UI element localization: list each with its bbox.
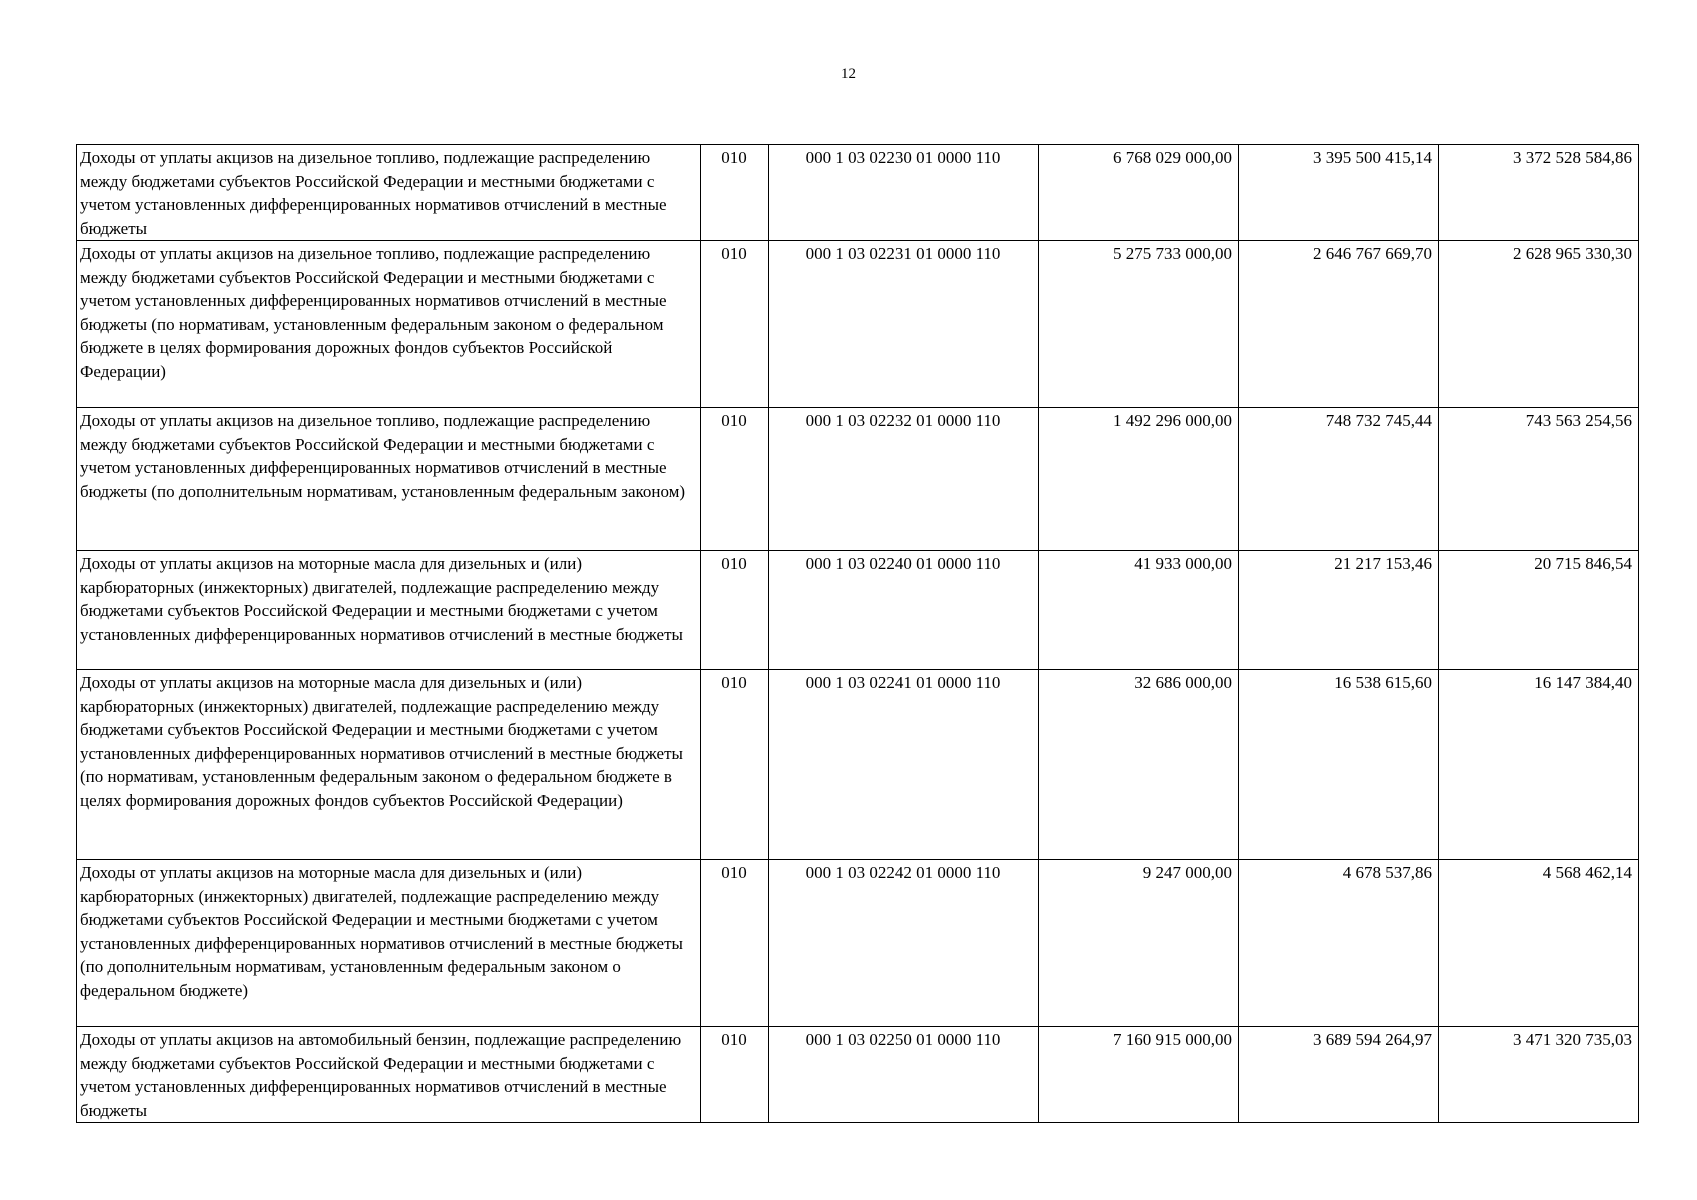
line-code: 010 (701, 670, 769, 860)
executed-amount: 748 732 745,44 (1239, 408, 1439, 551)
line-code: 010 (701, 860, 769, 1027)
budget-classification-code: 000 1 03 02242 01 0000 110 (769, 860, 1039, 1027)
executed-amount: 3 395 500 415,14 (1239, 145, 1439, 241)
unexecuted-amount: 2 628 965 330,30 (1439, 241, 1639, 408)
unexecuted-amount: 4 568 462,14 (1439, 860, 1639, 1027)
table-row (77, 551, 1639, 670)
approved-amount: 5 275 733 000,00 (1039, 241, 1239, 408)
approved-amount: 7 160 915 000,00 (1039, 1027, 1239, 1123)
executed-amount: 3 689 594 264,97 (1239, 1027, 1439, 1123)
table-row (77, 670, 1639, 860)
executed-amount: 4 678 537,86 (1239, 860, 1439, 1027)
income-name: Доходы от уплаты акцизов на моторные масла для дизельных и (или) карбюраторных (инжекторных) двигателей, подлежащие распределению между бюджетами субъектов Российской Федерации и местными бюджетами с учетом установленных дифференцированных нормативов отчислений в местные бюджеты (по дополнительным нормативам, установленным федеральным законом о федеральном бюджете) (77, 860, 701, 1027)
table-row (77, 1027, 1639, 1123)
revenue-table (76, 144, 1639, 1123)
table-row (77, 241, 1639, 408)
executed-amount: 2 646 767 669,70 (1239, 241, 1439, 408)
budget-classification-code: 000 1 03 02241 01 0000 110 (769, 670, 1039, 860)
line-code: 010 (701, 241, 769, 408)
unexecuted-amount: 3 372 528 584,86 (1439, 145, 1639, 241)
income-name: Доходы от уплаты акцизов на дизельное топливо, подлежащие распределению между бюджетами субъектов Российской Федерации и местными бюджетами с учетом установленных дифференцированных нормативов отчислений в местные бюджеты (по нормативам, установленным федеральным законом о федеральном бюджете в целях формирования дорожных фондов субъектов Российской Федерации) (77, 241, 701, 408)
income-name: Доходы от уплаты акцизов на моторные масла для дизельных и (или) карбюраторных (инжекторных) двигателей, подлежащие распределению между бюджетами субъектов Российской Федерации и местными бюджетами с учетом установленных дифференцированных нормативов отчислений в местные бюджеты (77, 551, 701, 670)
approved-amount: 32 686 000,00 (1039, 670, 1239, 860)
table-row (77, 408, 1639, 551)
table-row (77, 145, 1639, 241)
page-number: 12 (841, 66, 856, 82)
budget-classification-code: 000 1 03 02232 01 0000 110 (769, 408, 1039, 551)
unexecuted-amount: 16 147 384,40 (1439, 670, 1639, 860)
approved-amount: 1 492 296 000,00 (1039, 408, 1239, 551)
line-code: 010 (701, 551, 769, 670)
budget-classification-code: 000 1 03 02240 01 0000 110 (769, 551, 1039, 670)
income-name: Доходы от уплаты акцизов на дизельное топливо, подлежащие распределению между бюджетами субъектов Российской Федерации и местными бюджетами с учетом установленных дифференцированных нормативов отчислений в местные бюджеты (77, 145, 701, 241)
executed-amount: 21 217 153,46 (1239, 551, 1439, 670)
line-code: 010 (701, 408, 769, 551)
approved-amount: 41 933 000,00 (1039, 551, 1239, 670)
approved-amount: 6 768 029 000,00 (1039, 145, 1239, 241)
income-name: Доходы от уплаты акцизов на автомобильный бензин, подлежащие распределению между бюджетами субъектов Российской Федерации и местными бюджетами с учетом установленных дифференцированных нормативов отчислений в местные бюджеты (77, 1027, 701, 1123)
income-name: Доходы от уплаты акцизов на моторные масла для дизельных и (или) карбюраторных (инжекторных) двигателей, подлежащие распределению между бюджетами субъектов Российской Федерации и местными бюджетами с учетом установленных дифференцированных нормативов отчислений в местные бюджеты (по нормативам, установленным федеральным законом о федеральном бюджете в целях формирования дорожных фондов субъектов Российской Федерации) (77, 670, 701, 860)
executed-amount: 16 538 615,60 (1239, 670, 1439, 860)
line-code: 010 (701, 145, 769, 241)
unexecuted-amount: 3 471 320 735,03 (1439, 1027, 1639, 1123)
unexecuted-amount: 743 563 254,56 (1439, 408, 1639, 551)
approved-amount: 9 247 000,00 (1039, 860, 1239, 1027)
budget-classification-code: 000 1 03 02230 01 0000 110 (769, 145, 1039, 241)
budget-classification-code: 000 1 03 02231 01 0000 110 (769, 241, 1039, 408)
line-code: 010 (701, 1027, 769, 1123)
budget-classification-code: 000 1 03 02250 01 0000 110 (769, 1027, 1039, 1123)
unexecuted-amount: 20 715 846,54 (1439, 551, 1639, 670)
table-row (77, 860, 1639, 1027)
income-name: Доходы от уплаты акцизов на дизельное топливо, подлежащие распределению между бюджетами субъектов Российской Федерации и местными бюджетами с учетом установленных дифференцированных нормативов отчислений в местные бюджеты (по дополнительным нормативам, установленным федеральным законом) (77, 408, 701, 551)
